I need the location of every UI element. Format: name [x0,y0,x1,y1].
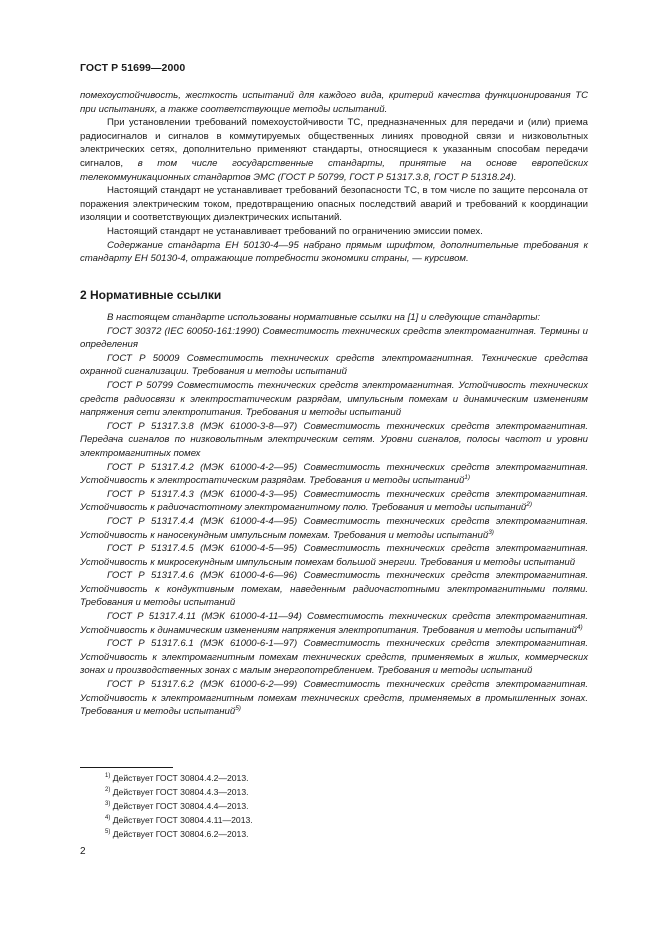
footnote-mark: 2) [105,787,111,794]
footnote-mark: 5) [105,829,111,836]
reference-text: ГОСТ Р 51317.4.6 (МЭК 61000-4-6—96) Совместимость технических средств электромагнитная. Устойчивость к кондуктивным помехам, наведенным радиочастотными электромагнитными полями. Требования и методы испытаний [80,570,588,609]
reference-item [80,515,588,542]
reference-text: ГОСТ Р 51317.4.4 (МЭК 61000-4-4—95) Совместимость технических средств электромагнитная. Устойчивость к наносекундным импульсным помехам. Требования и методы испытаний [80,515,588,541]
reference-text: ГОСТ 30372 (IEC 60050-161:1990) Совместимость технических средств электромагнитная. Термины и определения [80,325,588,351]
footnote-marker: 4) [576,623,583,631]
footnote-marker: 2) [526,501,533,509]
references-lead: В настоящем стандарте использованы нормативные ссылки на [1] и следующие стандарты: [107,312,541,323]
reference-text: ГОСТ Р 51317.6.2 (МЭК 61000-6-2—99) Совместимость технических средств электромагнитная. Устойчивость к электромагнитным помехам технических средств, применяемых в промышленных зонах. Требования и методы испытаний [80,679,588,718]
reference-item [80,352,588,379]
reference-item [80,542,588,569]
reference-item [80,420,588,461]
intro-paragraph-1: помехоустойчивость, жесткость испытаний для каждого вида, критерий качества функционирования ТС при испытаниях, а также соответствующие методы испытаний. [80,90,588,115]
footnote-marker: 5) [235,705,241,713]
intro-paragraph-2-italic: в том числе государственные стандарты, принятые на основе европейских телекоммуникационных стандартов ЭМС (ГОСТ Р 50799, ГОСТ Р 51317.3.8, ГОСТ Р 51318.24). [80,157,588,183]
reference-text: ГОСТ Р 51317.4.3 (МЭК 61000-4-3—95) Совместимость технических средств электромагнитная. Устойчивость к радиочастотному электромагнитному полю. Требования и методы испытаний [80,488,588,514]
section-2 [80,287,588,303]
normative-references [80,311,588,719]
intro-paragraph-5: Содержание стандарта ЕН 50130-4—95 набрано прямым шрифтом, дополнительные требования к стандарту ЕН 50130-4, отражающие потребности экономики страны, — курсивом. [80,239,588,265]
footnote-text: Действует ГОСТ 30804.4.3—2013. [112,787,249,798]
intro-paragraph-3: Настоящий стандарт не устанавливает требований безопасности ТС, в том числе по защите персонала от поражения электрическим током, предотвращению опасных последствий аварий и требований к координации изоляции и соответствующих диэлектрических испытаний. [80,185,588,224]
section-2-title: 2 Нормативные ссылки [80,288,222,302]
reference-text: ГОСТ Р 51317.6.1 (МЭК 61000-6-1—97) Совместимость технических средств электромагнитная. Устойчивость к электромагнитным помехам технических средств, применяемых в жилых, коммерческих зонах и производственных зонах с малым энергопотреблением. Требования и методы испытаний [80,638,588,677]
footnote-mark: 4) [105,815,111,822]
page-number: 2 [80,846,86,857]
footnote-item [105,785,405,799]
footnote-text: Действует ГОСТ 30804.4.11—2013. [112,815,253,826]
reference-item [80,637,588,678]
reference-item [80,325,588,352]
footnote-mark: 1) [105,773,111,780]
footnote-marker: 3) [488,528,494,536]
footnote-text: Действует ГОСТ 30804.4.2—2013. [112,773,249,783]
footnote-item [105,799,405,813]
footnote-mark: 3) [105,801,111,808]
footnote-text: Действует ГОСТ 30804.6.2—2013. [112,829,249,840]
reference-item [80,610,588,637]
footnote-list [105,771,405,841]
reference-item [80,569,588,610]
reference-text: ГОСТ Р 51317.4.5 (МЭК 61000-4-5—95) Совместимость технических средств электромагнитная. Устойчивость к микросекундным импульсным помехам большой энергии. Требования и методы испытаний [80,543,588,568]
reference-text: ГОСТ Р 50009 Совместимость технических средств электромагнитная. Технические средства охранной сигнализации. Требования и методы испытаний [80,352,588,378]
reference-item [80,461,588,488]
footnote-marker: 1) [464,473,471,481]
intro-paragraph-2 [80,116,588,184]
reference-text: ГОСТ Р 51317.4.11 (МЭК 61000-4-11—94) Совместимость технических средств электромагнитная. Устойчивость к динамическим изменениям напряжения электропитания. Требования и методы испытаний [80,611,588,636]
footnote-text: Действует ГОСТ 30804.4.4—2013. [112,801,249,812]
reference-list [80,325,588,719]
reference-item [80,488,588,515]
footnote-item [105,771,405,785]
footnote-item [105,813,405,827]
intro-block [80,89,588,266]
intro-paragraph-4: Настоящий стандарт не устанавливает требований по ограничению эмиссии помех. [107,225,483,237]
reference-text: ГОСТ Р 51317.3.8 (МЭК 61000-3-8—97) Совместимость технических средств электромагнитная. Передача сигналов по низковольтным электрическим сетям. Уровни сигналов, полосы частот и уровни электромагнитных помех [80,420,588,459]
reference-item [80,379,588,420]
intro-paragraph-2-plain: При установлении требований помехоустойчивости ТС, предназначенных для передачи и (или) приема радиосигналов и сигналов в коммутируемых общественных линиях проводной связи и низковольтных электрических сетях, дополнительно применяют стандарты, относящиеся к указанным способам передачи сигналов, [80,117,588,169]
reference-text: ГОСТ Р 51317.4.2 (МЭК 61000-4-2—95) Совместимость технических средств электромагнитная. Устойчивость к электростатическим разрядам. Требования и методы испытаний [80,461,588,487]
reference-item [80,678,588,719]
footnote-divider [80,767,173,768]
reference-text: ГОСТ Р 50799 Совместимость технических средств электромагнитная. Устойчивость технических средств радиосвязи к электростатическим разрядам, импульсным помехам и динамическим изменениям напряжения сети электропитания. Требования и методы испытаний [80,379,588,419]
page-header-doc-id: ГОСТ Р 51699—2000 [80,62,186,74]
footnote-item [105,827,405,841]
